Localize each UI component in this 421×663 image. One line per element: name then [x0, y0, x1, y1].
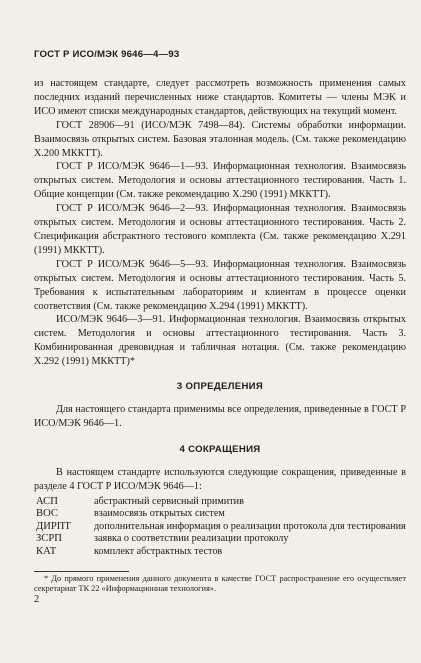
abbreviation-row	[34, 508, 406, 521]
abbreviation-row	[34, 521, 406, 534]
reference-paragraph: ГОСТ Р ИСО/МЭК 9646—1—93. Информационная технология. Взаимосвязь открытых систем. Методология и основы аттестационного тестирования. Часть 1. Общие концепции (См. также рекомендацию X.290 (1991) МККТТ).	[34, 161, 406, 201]
abbreviation-row	[34, 496, 406, 509]
footnote-divider	[34, 571, 129, 572]
intro-paragraph: из настоящем стандарте, следует рассмотреть возможность применения самых последних изданий перечисленных ниже стандартов. Комитеты — члены МЭК и ИСО имеют списки международных стандартов, действующих на текущий момент.	[34, 78, 406, 117]
abbreviation-row	[34, 533, 406, 546]
abbreviation-definition: абстрактный сервисный примитив	[94, 495, 244, 507]
abbreviation-definition: заявка о соответствии реализации протоколу	[94, 533, 289, 545]
abbreviations-table	[34, 496, 406, 559]
abbreviation-definition: комплект абстрактных тестов	[94, 546, 223, 558]
abbreviation-term: ЗСРП	[36, 533, 62, 545]
section-3-heading: 3 ОПРЕДЕЛЕНИЯ	[176, 381, 264, 393]
reference-paragraph: ГОСТ Р ИСО/МЭК 9646—2—93. Информационная технология. Взаимосвязь открытых систем. Методология и основы аттестационного тестирования. Часть 2. Спецификация абстрактного тестового комплекта (См. также рекомендацию X.291 (1991) МККТТ).	[34, 203, 406, 256]
abbreviation-definition: дополнительная информация о реализации протокола для тестирования	[94, 520, 406, 532]
page-number: 2	[34, 594, 40, 605]
section-4-heading: 4 СОКРАЩЕНИЯ	[179, 443, 261, 455]
running-header: ГОСТ Р ИСО/МЭК 9646—4—93	[34, 49, 180, 60]
abbreviation-term: ДИРПТ	[36, 520, 71, 532]
abbreviation-term: ВОС	[36, 508, 58, 520]
reference-paragraph: ГОСТ Р ИСО/МЭК 9646—5—93. Информационная технология. Взаимосвязь открытых систем. Методология и основы аттестационного тестирования. Часть 5. Требования к испытательным лабораториям и клиентам в процессе оценки соответствия (См. также рекомендацию X.294 (1991) МККТТ).	[34, 258, 406, 312]
section-4-paragraph: В настоящем стандарте используются следующие сокращения, приведенные в разделе 4 ГОСТ Р ИСО/МЭК 9646—1:	[34, 466, 406, 492]
reference-paragraph: ГОСТ 28906—91 (ИСО/МЭК 7498—84). Системы обработки информации. Взаимосвязь открытых систем. Базовая эталонная модель. (См. также рекомендацию X.200 МККТТ).	[34, 119, 406, 159]
abbreviation-term: КАТ	[36, 546, 57, 558]
section-3-paragraph: Для настоящего стандарта применимы все определения, приведенные в ГОСТ Р ИСО/МЭК 9646—1.	[34, 404, 406, 429]
abbreviation-definition: взаимосвязь открытых систем	[94, 508, 225, 520]
reference-paragraph: ИСО/МЭК 9646—3—91. Информационная технология. Взаимосвязь открытых систем. Методология и основы аттестационного тестирования. Часть 3. Комбинированная древовидная и табличная нотация. (См. также рекомендацию X.292 (1991) МККТТ)*	[34, 314, 406, 368]
abbreviation-row	[34, 546, 406, 559]
footnote: * До прямого применения данного документа в качестве ГОСТ распространение его осуществляет секретариат ТК 22 «Информационная технология».	[34, 573, 406, 594]
body-column	[34, 77, 406, 595]
abbreviation-term: АСП	[36, 495, 58, 507]
